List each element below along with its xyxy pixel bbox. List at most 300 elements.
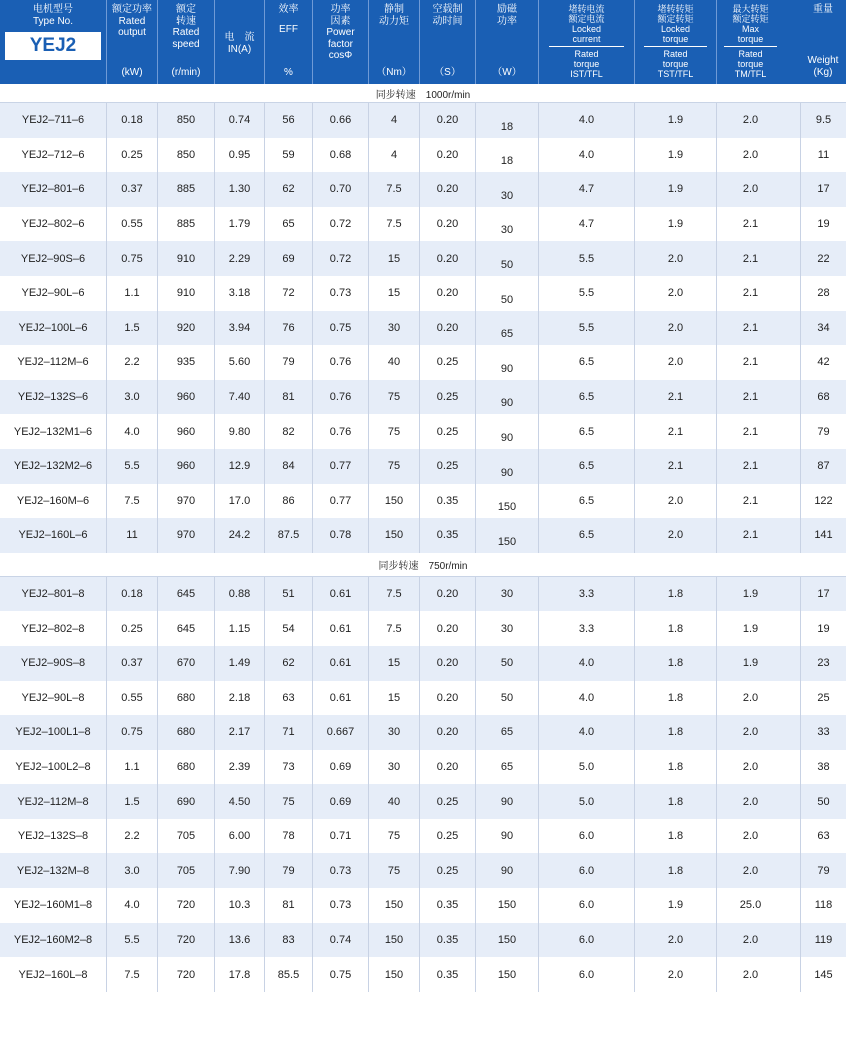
value-cell: 885 [157,172,214,207]
value-cell: 2.17 [214,715,264,750]
value-cell: 680 [157,715,214,750]
header-locked-torque [634,0,716,84]
value-cell: 9.5 [800,103,846,138]
header-lt-en-3: Rated [663,49,688,59]
spacer-cell [784,276,800,311]
value-cell: 2.1 [634,449,716,484]
value-cell: 62 [264,646,312,681]
model-cell: YEJ2–112M–6 [0,345,106,380]
header-lc-en-5: IST/TFL [570,69,603,79]
value-cell: 1.8 [634,819,716,854]
value-cell: 0.74 [312,923,368,958]
model-cell: YEJ2–160L–6 [0,518,106,553]
model-cell: YEJ2–132S–6 [0,380,106,415]
value-cell: 2.39 [214,750,264,785]
header-efficiency [264,0,312,84]
value-cell: 72 [264,276,312,311]
header-lc-en-4: torque [573,59,600,69]
value-cell: 30 [368,311,419,346]
value-cell: 2.1 [716,345,784,380]
value-cell: 0.35 [419,957,475,992]
value-cell: 1.9 [716,646,784,681]
header-lt-cn-2: 额定转矩 [657,14,694,24]
value-cell: 680 [157,681,214,716]
value-cell: 4.0 [106,888,157,923]
value-cell: 15 [368,646,419,681]
header-pf-cn-1: 功率 [330,4,351,15]
value-cell: 7.5 [368,611,419,646]
value-cell: 5.5 [106,923,157,958]
value-cell: 1.9 [634,103,716,138]
header-bt-cn-1: 空载制 [432,4,463,15]
header-speed-cn-1: 额定 [176,4,196,15]
header-lc-cn-2: 额定电流 [568,14,605,24]
value-cell: 50 [475,241,538,276]
value-cell: 150 [475,484,538,519]
value-cell: 28 [800,276,846,311]
header-spacer [784,0,800,84]
value-cell: 705 [157,819,214,854]
model-cell: YEJ2–802–8 [0,611,106,646]
value-cell: 0.25 [419,853,475,888]
value-cell: 69 [264,241,312,276]
model-cell: YEJ2–100L1–8 [0,715,106,750]
value-cell: 0.20 [419,207,475,242]
value-cell: 2.0 [634,518,716,553]
value-cell: 0.20 [419,750,475,785]
value-cell: 0.25 [106,611,157,646]
header-model-cn: 电机型号 [33,4,73,15]
header-lc-cn-1: 堵转电流 [568,4,605,14]
value-cell: 81 [264,888,312,923]
value-cell: 5.0 [538,784,634,819]
header-speed-en-2: speed [172,38,200,50]
value-cell: 17 [800,172,846,207]
header-st-cn-1: 静制 [384,4,404,15]
model-cell: YEJ2–90S–8 [0,646,106,681]
value-cell: 0.61 [312,646,368,681]
value-cell: 0.37 [106,646,157,681]
value-cell: 0.25 [106,138,157,173]
spacer-cell [784,888,800,923]
value-cell: 2.0 [716,819,784,854]
value-cell: 65 [475,715,538,750]
value-cell: 75 [368,819,419,854]
value-cell: 150 [368,957,419,992]
value-cell: 2.18 [214,681,264,716]
header-mt-cn-1: 最大转矩 [732,4,769,14]
header-st-cn-2: 动力矩 [379,15,409,27]
value-cell: 1.8 [634,681,716,716]
value-cell: 2.0 [716,103,784,138]
value-cell: 0.73 [312,276,368,311]
value-cell: 2.1 [716,311,784,346]
value-cell: 7.5 [106,957,157,992]
value-cell: 0.66 [312,103,368,138]
header-power-cn: 额定功率 [112,4,152,15]
fraction-rule [644,46,707,47]
value-cell: 4.7 [538,207,634,242]
value-cell: 5.5 [538,276,634,311]
header-mt-en-1: Max [741,24,759,34]
value-cell: 11 [800,138,846,173]
value-cell: 1.9 [634,207,716,242]
value-cell: 87.5 [264,518,312,553]
spacer-cell [784,646,800,681]
header-mt-en-5: TM/TFL [734,69,767,79]
value-cell: 0.72 [312,241,368,276]
value-cell: 90 [475,853,538,888]
value-cell: 90 [475,819,538,854]
model-cell: YEJ2–132S–8 [0,819,106,854]
value-cell: 3.0 [106,853,157,888]
value-cell: 0.95 [214,138,264,173]
value-cell: 0.20 [419,276,475,311]
value-cell: 4.0 [538,646,634,681]
header-ep-cn-2: 功率 [497,15,517,27]
header-max-torque [716,0,784,84]
value-cell: 0.75 [106,241,157,276]
value-cell: 75 [368,380,419,415]
spacer-cell [784,681,800,716]
value-cell: 5.5 [538,241,634,276]
header-power-unit: (kW) [121,66,143,78]
model-cell: YEJ2–802–6 [0,207,106,242]
value-cell: 2.0 [634,311,716,346]
value-cell: 0.70 [312,172,368,207]
value-cell: 0.25 [419,380,475,415]
spacer-cell [784,449,800,484]
value-cell: 2.0 [716,172,784,207]
value-cell: 86 [264,484,312,519]
spacer-cell [784,241,800,276]
value-cell: 40 [368,345,419,380]
value-cell: 6.5 [538,380,634,415]
header-current-cn: 电 流 [224,32,255,43]
value-cell: 0.76 [312,380,368,415]
value-cell: 6.0 [538,923,634,958]
value-cell: 63 [264,681,312,716]
value-cell: 79 [800,853,846,888]
value-cell: 0.75 [106,715,157,750]
model-cell: YEJ2–112M–8 [0,784,106,819]
value-cell: 0.77 [312,484,368,519]
value-cell: 79 [264,345,312,380]
value-cell: 2.0 [716,957,784,992]
model-cell: YEJ2–712–6 [0,138,106,173]
section-title: 同步转速 750r/min [0,553,846,577]
value-cell: 960 [157,414,214,449]
spacer-cell [784,957,800,992]
value-cell: 2.0 [716,138,784,173]
header-excitation-power [475,0,538,84]
value-cell: 2.0 [716,715,784,750]
value-cell: 910 [157,276,214,311]
value-cell: 705 [157,853,214,888]
value-cell: 3.3 [538,577,634,612]
value-cell: 2.0 [716,923,784,958]
value-cell: 0.20 [419,241,475,276]
model-cell: YEJ2–90L–8 [0,681,106,716]
header-lt-en-4: torque [662,59,689,69]
value-cell: 79 [264,853,312,888]
value-cell: 935 [157,345,214,380]
header-power [106,0,157,84]
value-cell: 0.35 [419,484,475,519]
value-cell: 11 [106,518,157,553]
value-cell: 7.5 [106,484,157,519]
value-cell: 73 [264,750,312,785]
value-cell: 0.71 [312,819,368,854]
value-cell: 75 [368,414,419,449]
value-cell: 75 [368,853,419,888]
value-cell: 1.9 [634,138,716,173]
header-pf-en-3: cosΦ [328,50,353,61]
value-cell: 50 [475,646,538,681]
value-cell: 0.667 [312,715,368,750]
value-cell: 2.0 [634,484,716,519]
value-cell: 4.50 [214,784,264,819]
value-cell: 65 [475,311,538,346]
value-cell: 1.8 [634,853,716,888]
value-cell: 850 [157,103,214,138]
header-pf-en-2: factor [327,38,353,50]
value-cell: 7.5 [368,172,419,207]
value-cell: 30 [368,750,419,785]
value-cell: 15 [368,276,419,311]
value-cell: 1.9 [634,172,716,207]
value-cell: 1.8 [634,646,716,681]
header-lt-en-2: torque [662,34,689,44]
value-cell: 150 [475,957,538,992]
value-cell: 90 [475,449,538,484]
model-cell: YEJ2–132M2–6 [0,449,106,484]
value-cell: 0.78 [312,518,368,553]
value-cell: 4.7 [538,172,634,207]
value-cell: 1.8 [634,784,716,819]
value-cell: 0.61 [312,681,368,716]
value-cell: 0.76 [312,345,368,380]
value-cell: 2.0 [716,681,784,716]
header-speed-en-1: Rated [172,27,200,38]
model-cell: YEJ2–100L2–8 [0,750,106,785]
value-cell: 0.74 [214,103,264,138]
value-cell: 7.5 [368,577,419,612]
value-cell: 1.5 [106,784,157,819]
value-cell: 30 [475,611,538,646]
value-cell: 2.1 [716,276,784,311]
value-cell: 19 [800,611,846,646]
value-cell: 76 [264,311,312,346]
header-current-en: IN(A) [227,43,252,55]
value-cell: 0.20 [419,646,475,681]
value-cell: 119 [800,923,846,958]
value-cell: 118 [800,888,846,923]
value-cell: 4.0 [538,681,634,716]
value-cell: 83 [264,923,312,958]
value-cell: 6.5 [538,345,634,380]
model-cell: YEJ2–90S–6 [0,241,106,276]
header-ep-unit: （W） [492,66,522,78]
header-model-en: Type No. [32,15,74,27]
header-bt-unit: （S） [434,66,461,78]
spacer-cell [784,380,800,415]
value-cell: 0.77 [312,449,368,484]
value-cell: 141 [800,518,846,553]
value-cell: 6.5 [538,449,634,484]
value-cell: 0.25 [419,819,475,854]
value-cell: 0.25 [419,784,475,819]
value-cell: 15 [368,241,419,276]
value-cell: 6.5 [538,414,634,449]
value-cell: 0.35 [419,923,475,958]
value-cell: 850 [157,138,214,173]
value-cell: 0.88 [214,577,264,612]
header-lt-en-5: TST/TFL [657,69,694,79]
value-cell: 50 [475,276,538,311]
value-cell: 59 [264,138,312,173]
value-cell: 0.73 [312,853,368,888]
spacer-cell [784,414,800,449]
spacer-cell [784,138,800,173]
value-cell: 2.0 [634,276,716,311]
value-cell: 19 [800,207,846,242]
value-cell: 0.18 [106,577,157,612]
value-cell: 0.35 [419,518,475,553]
spacer-cell [784,207,800,242]
header-ep-cn-1: 励磁 [497,4,517,15]
header-model [0,0,106,84]
value-cell: 0.35 [419,888,475,923]
header-power-factor [312,0,368,84]
value-cell: 150 [368,518,419,553]
value-cell: 42 [800,345,846,380]
value-cell: 0.75 [312,311,368,346]
value-cell: 6.0 [538,853,634,888]
value-cell: 6.5 [538,518,634,553]
value-cell: 62 [264,172,312,207]
value-cell: 0.25 [419,449,475,484]
value-cell: 0.20 [419,311,475,346]
value-cell: 2.1 [716,449,784,484]
fraction-rule [549,46,623,47]
value-cell: 75 [264,784,312,819]
value-cell: 645 [157,577,214,612]
section-title: 同步转速 1000r/min [0,84,846,103]
header-lt-cn-1: 堵转转矩 [657,4,694,14]
value-cell: 0.68 [312,138,368,173]
value-cell: 24.2 [214,518,264,553]
value-cell: 78 [264,819,312,854]
value-cell: 690 [157,784,214,819]
value-cell: 5.0 [538,750,634,785]
model-cell: YEJ2–160M–6 [0,484,106,519]
model-cell: YEJ2–132M1–6 [0,414,106,449]
value-cell: 65 [264,207,312,242]
value-cell: 18 [475,103,538,138]
model-cell: YEJ2–711–6 [0,103,106,138]
value-cell: 4 [368,103,419,138]
model-cell: YEJ2–90L–6 [0,276,106,311]
value-cell: 5.5 [106,449,157,484]
value-cell: 2.1 [716,414,784,449]
value-cell: 6.0 [538,888,634,923]
spacer-cell [784,611,800,646]
header-locked-current [538,0,634,84]
value-cell: 51 [264,577,312,612]
value-cell: 145 [800,957,846,992]
value-cell: 15 [368,681,419,716]
value-cell: 2.0 [716,750,784,785]
header-lt-en-1: Locked [660,24,691,34]
value-cell: 0.75 [312,957,368,992]
value-cell: 4.0 [538,103,634,138]
value-cell: 65 [475,750,538,785]
value-cell: 0.55 [106,681,157,716]
value-cell: 0.72 [312,207,368,242]
value-cell: 885 [157,207,214,242]
header-efficiency-unit: % [284,66,293,78]
value-cell: 2.1 [716,380,784,415]
value-cell: 150 [475,923,538,958]
header-braking-time [419,0,475,84]
value-cell: 1.15 [214,611,264,646]
value-cell: 30 [475,172,538,207]
value-cell: 960 [157,380,214,415]
spacer-cell [784,715,800,750]
value-cell: 38 [800,750,846,785]
value-cell: 30 [475,577,538,612]
value-cell: 6.5 [538,484,634,519]
value-cell: 82 [264,414,312,449]
value-cell: 2.1 [634,414,716,449]
value-cell: 1.79 [214,207,264,242]
value-cell: 0.55 [106,207,157,242]
value-cell: 40 [368,784,419,819]
value-cell: 1.9 [716,611,784,646]
value-cell: 12.9 [214,449,264,484]
header-mt-en-3: Rated [738,49,763,59]
value-cell: 1.30 [214,172,264,207]
spacer-cell [784,577,800,612]
value-cell: 3.94 [214,311,264,346]
header-st-unit: （Nm） [376,66,412,78]
spacer-cell [784,345,800,380]
value-cell: 9.80 [214,414,264,449]
value-cell: 68 [800,380,846,415]
value-cell: 81 [264,380,312,415]
value-cell: 0.20 [419,138,475,173]
value-cell: 33 [800,715,846,750]
value-cell: 18 [475,138,538,173]
value-cell: 1.8 [634,611,716,646]
value-cell: 50 [475,681,538,716]
value-cell: 645 [157,611,214,646]
spacer-cell [784,784,800,819]
model-cell: YEJ2–801–8 [0,577,106,612]
value-cell: 50 [800,784,846,819]
value-cell: 25 [800,681,846,716]
header-weight-cn: 重量 [813,4,833,15]
value-cell: 2.2 [106,345,157,380]
model-cell: YEJ2–132M–8 [0,853,106,888]
value-cell: 1.8 [634,715,716,750]
value-cell: 0.20 [419,611,475,646]
header-mt-cn-2: 额定转矩 [732,14,769,24]
value-cell: 54 [264,611,312,646]
value-cell: 1.5 [106,311,157,346]
value-cell: 2.0 [716,853,784,888]
